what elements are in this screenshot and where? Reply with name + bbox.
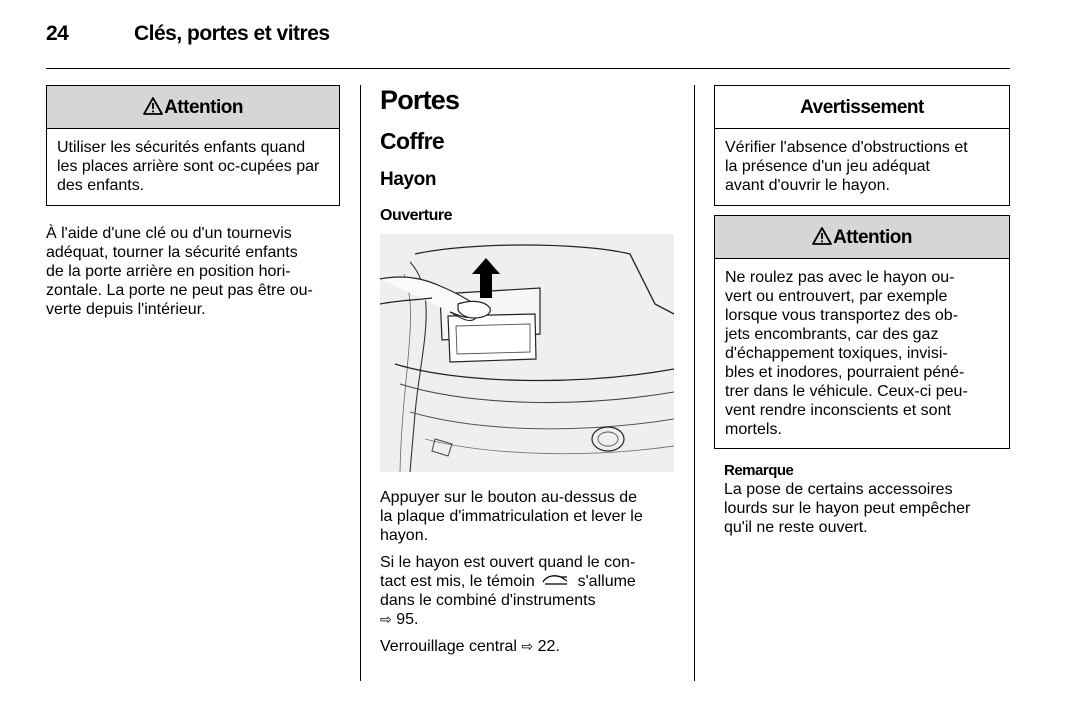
text-line: Vérifier l'absence d'obstructions et xyxy=(725,139,968,156)
text-line: lourds sur le hayon peut empêcher xyxy=(724,500,971,517)
section-heading-portes: Portes xyxy=(380,85,460,115)
text-line: d'échappement toxiques, invisi- xyxy=(725,345,948,362)
text-line: dans le combiné d'instruments xyxy=(380,592,596,609)
attention-box-tailgate xyxy=(714,215,1010,449)
page-reference: 95. xyxy=(396,611,419,628)
text-line: vent rendre inconscients et sont xyxy=(725,402,951,419)
column-3 xyxy=(714,85,1010,537)
text-line: la présence d'un jeu adéquat xyxy=(725,158,930,175)
text-line: lorsque vous transportez des ob- xyxy=(725,307,959,324)
text-line: jets encombrants, car des gaz xyxy=(725,326,939,343)
attention-body xyxy=(715,259,1009,448)
page-reference-icon: ⇨ xyxy=(380,611,392,627)
tailgate-open-paragraph xyxy=(380,488,676,545)
page-reference: 22. xyxy=(537,638,560,655)
text-line: zontale. La porte ne peut pas être ou- xyxy=(46,282,313,299)
text-fragment: s'allume xyxy=(577,573,636,590)
avertissement-body xyxy=(715,129,1009,205)
text-line: Appuyer sur le bouton au-dessus de xyxy=(380,489,638,506)
text-line: de la porte arrière en position hori- xyxy=(46,263,291,280)
text-line: adéquat, tourner la sécurité enfants xyxy=(46,244,298,261)
tailgate-illustration xyxy=(380,234,674,472)
attention-title: Attention xyxy=(833,227,912,248)
text-line xyxy=(380,610,676,629)
page-header xyxy=(46,22,1010,52)
reference-text: Verrouillage central xyxy=(380,638,517,655)
chapter-title: Clés, portes et vitres xyxy=(134,22,330,45)
text-line: hayon. xyxy=(380,527,429,544)
warning-light-paragraph xyxy=(380,553,676,629)
text-line: À l'aide d'une clé ou d'un tournevis xyxy=(46,225,292,242)
text-line xyxy=(380,572,676,591)
text-line: Ne roulez pas avec le hayon ou- xyxy=(725,269,955,286)
warning-triangle-icon xyxy=(143,97,163,115)
text-line: mortels. xyxy=(725,421,782,438)
text-line: bles et inodores, pourraient péné- xyxy=(725,364,965,381)
tailgate-open-warning-icon xyxy=(541,573,571,587)
attention-text: Utiliser les sécurités enfants quand les places arrière sont oc-cupées par des enfants. xyxy=(57,139,320,194)
attention-heading xyxy=(715,216,1009,259)
section-heading-hayon: Hayon xyxy=(380,169,437,190)
text-line: Si le hayon est ouvert quand le con- xyxy=(380,554,636,571)
section-heading-ouverture: Ouverture xyxy=(380,207,452,224)
tailgate-opening-icon xyxy=(380,234,674,472)
attention-body xyxy=(47,129,339,205)
avertissement-heading: Avertissement xyxy=(715,86,1009,129)
avertissement-box xyxy=(714,85,1010,206)
attention-title: Attention xyxy=(164,97,243,118)
text-line: la plaque d'immatriculation et lever le xyxy=(380,508,643,525)
text-line: avant d'ouvrir le hayon. xyxy=(725,177,890,194)
remarque-note xyxy=(714,461,1010,537)
text-line: trer dans le véhicule. Ceux-ci peu- xyxy=(725,383,968,400)
warning-triangle-icon xyxy=(812,227,832,245)
text-line: vert ou entrouvert, par exemple xyxy=(725,288,948,305)
text-fragment: tact est mis, le témoin xyxy=(380,573,535,590)
header-rule xyxy=(46,68,1010,69)
central-locking-reference xyxy=(380,637,676,656)
attention-heading xyxy=(47,86,339,129)
page-number: 24 xyxy=(46,22,69,45)
text-line: verte depuis l'intérieur. xyxy=(46,301,206,318)
attention-box-child-safety xyxy=(46,85,340,206)
column-1 xyxy=(46,85,340,319)
column-separator-2 xyxy=(694,85,695,681)
column-2 xyxy=(380,85,676,656)
section-heading-coffre: Coffre xyxy=(380,128,445,154)
page-reference-icon: ⇨ xyxy=(521,638,534,654)
child-safety-paragraph xyxy=(46,224,340,319)
text-line: La pose de certains accessoires xyxy=(724,481,953,498)
column-separator-1 xyxy=(360,85,361,681)
text-line: qu'il ne reste ouvert. xyxy=(724,519,868,536)
remarque-title: Remarque xyxy=(724,462,794,479)
